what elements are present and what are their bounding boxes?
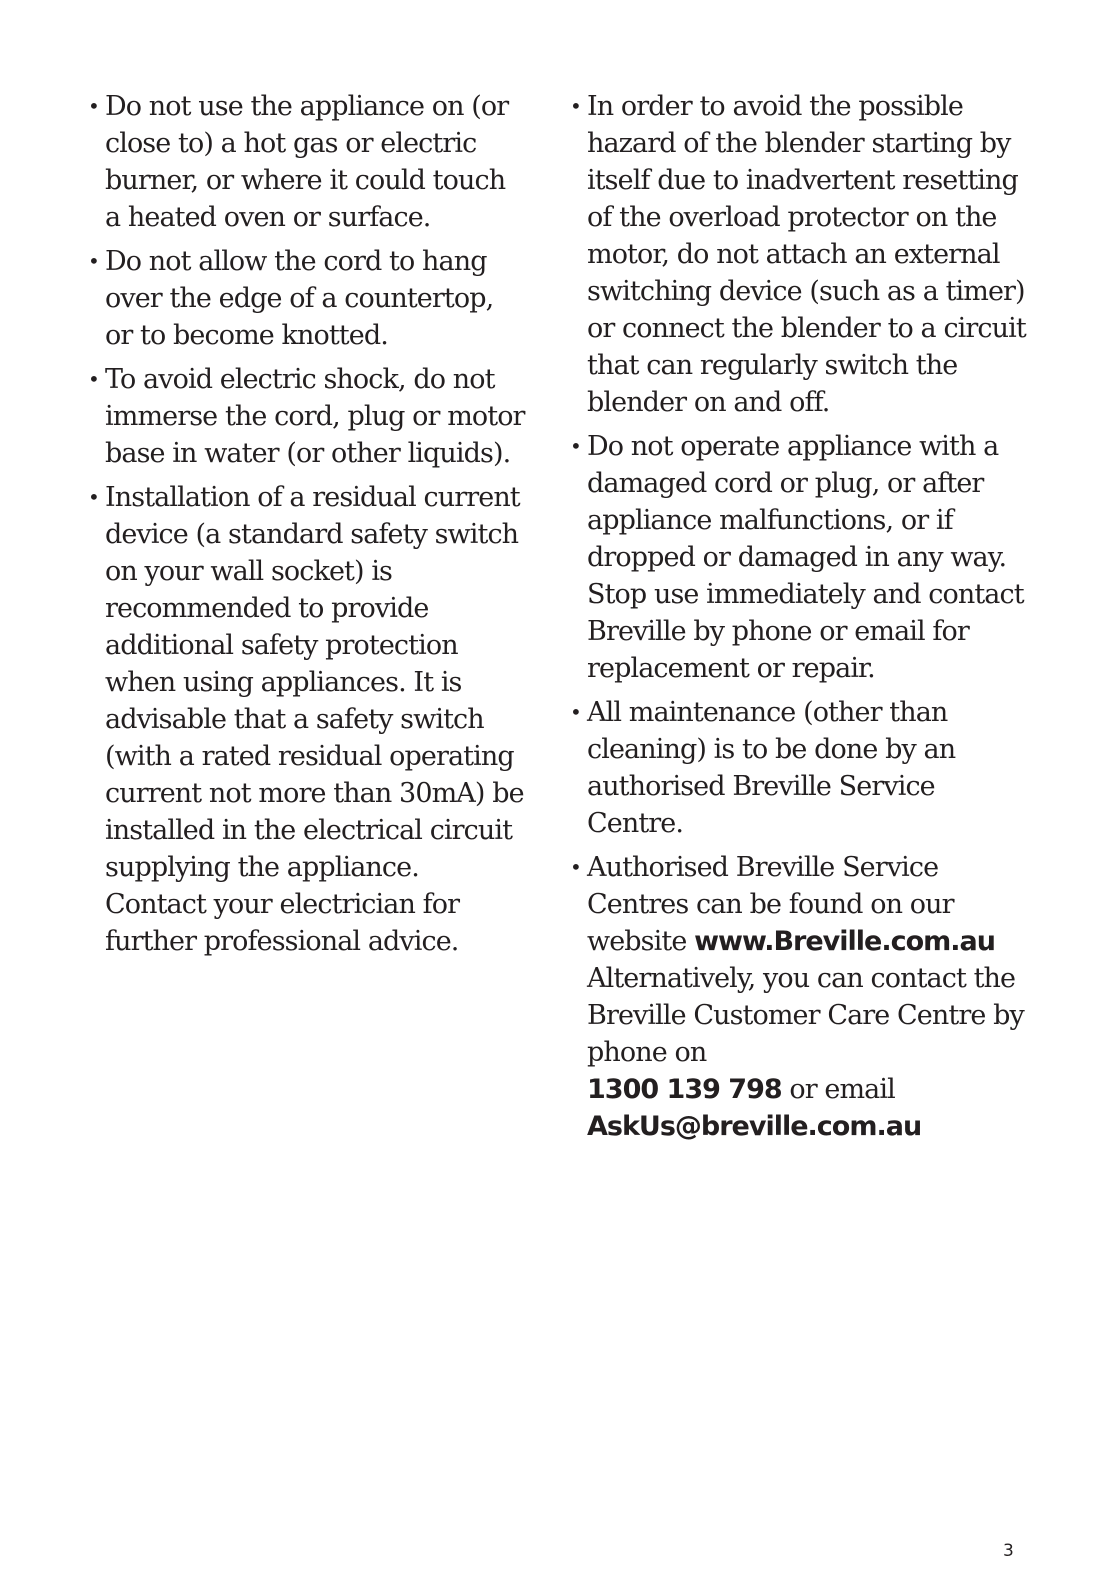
list-item-text: All maintenance (other than cleaning) is to be done by an authorised Breville Service Centre.	[587, 697, 956, 839]
list-item	[86, 479, 526, 960]
bullet-icon: •	[88, 367, 99, 391]
list-item-text: Do not use the appliance on (or close to) a hot gas or electric burner, or where it could touch a heated oven or surface.	[105, 91, 509, 233]
safety-list-right	[568, 88, 1028, 1145]
list-item	[568, 694, 1028, 842]
service-text-email: or email	[789, 1074, 895, 1105]
list-item	[86, 361, 526, 472]
bullet-icon: •	[570, 700, 581, 724]
safety-list-left	[86, 88, 526, 960]
list-item	[86, 243, 526, 354]
service-text-intro: Authorised Breville Service Centres can be found on our website	[587, 852, 954, 957]
phone-number: 1300 139 798	[587, 1074, 782, 1105]
bullet-icon: •	[88, 94, 99, 118]
page-number: 3	[1003, 1541, 1014, 1561]
bullet-icon: •	[88, 485, 99, 509]
left-column	[86, 88, 526, 967]
list-item	[86, 88, 526, 236]
bullet-icon: •	[88, 249, 99, 273]
email-link[interactable]: AskUs@breville.com.au	[587, 1111, 922, 1142]
list-item	[568, 88, 1028, 421]
service-centre-item	[568, 849, 1028, 1145]
bullet-icon: •	[570, 855, 581, 879]
list-item-text: Installation of a residual current device (a standard safety switch on your wall socket) is recommended to provide additional safety protection when using appliances. It is advisable that a safety switch (with a rated residual operating current not more than 30mA) be installed in the electrical circuit supplying the appliance. Contact your electrician for further professional advice.	[105, 482, 524, 957]
list-item-text: In order to avoid the possible hazard of the blender starting by itself due to inadvertent resetting of the overload protector on the motor, do not attach an external switching device (such as a timer) or connect the blender to a circuit that can regularly switch the blender on and off.	[587, 91, 1026, 418]
service-text-contact: Alternatively, you can contact the Breville Customer Care Centre by phone on	[587, 963, 1024, 1068]
bullet-icon: •	[570, 94, 581, 118]
right-column	[568, 88, 1028, 1152]
website-link[interactable]: www.Breville.com.au	[694, 926, 995, 957]
list-item	[568, 428, 1028, 687]
list-item-text: Do not operate appliance with a damaged cord or plug, or after appliance malfunctions, or if dropped or damaged in any way. Stop use immediately and contact Breville by phone or email for replacement or repair.	[587, 431, 1024, 684]
list-item-text: Do not allow the cord to hang over the edge of a countertop, or to become knotted.	[105, 246, 494, 351]
list-item-text: To avoid electric shock, do not immerse the cord, plug or motor base in water (or other liquids).	[105, 364, 525, 469]
bullet-icon: •	[570, 434, 581, 458]
